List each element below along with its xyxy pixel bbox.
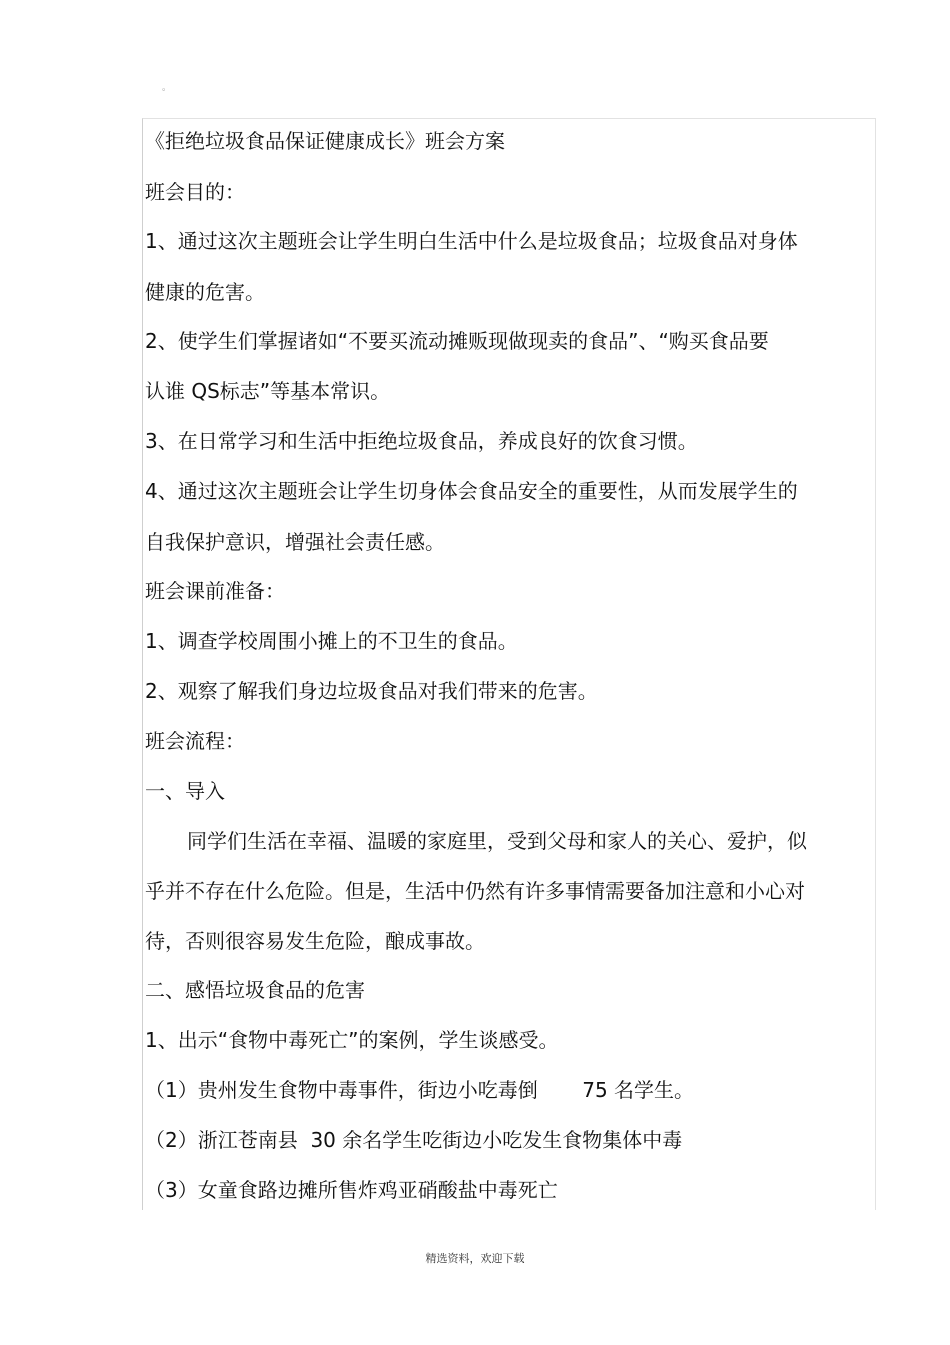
preparation-item-2: 2、观察了解我们身边垃圾食品对我们带来的危害。 xyxy=(145,679,598,703)
intro-paragraph-line-3: 待，否则很容易发生危险，酿成事故。 xyxy=(145,929,485,953)
purpose-item-4-line-2: 自我保护意识，增强社会责任感。 xyxy=(145,530,445,554)
section-1-heading: 一、导入 xyxy=(145,779,225,803)
purpose-item-4-line-1: 4、通过这次主题班会让学生切身体会食品安全的重要性，从而发展学生的 xyxy=(145,479,798,503)
section-2-item-1: 1、出示“食物中毒死亡”的案例，学生谈感受。 xyxy=(145,1028,559,1052)
purpose-item-1-line-2: 健康的危害。 xyxy=(145,280,265,304)
purpose-item-1-line-1: 1、通过这次主题班会让学生明白生活中什么是垃圾食品；垃圾食品对身体 xyxy=(145,229,798,253)
purpose-heading: 班会目的： xyxy=(145,180,245,204)
document-title: 《拒绝垃圾食品保证健康成长》班会方案 xyxy=(145,129,505,153)
preparation-item-1: 1、调查学校周围小摊上的不卫生的食品。 xyxy=(145,629,518,653)
intro-paragraph-line-1: 同学们生活在幸福、温暖的家庭里，受到父母和家人的关心、爱护，似 xyxy=(187,829,807,853)
intro-paragraph-line-2: 乎并不存在什么危险。但是，生活中仍然有许多事情需要备加注意和小心对 xyxy=(145,879,805,903)
page-footer: 精选资料，欢迎下载 xyxy=(425,1252,525,1265)
header-mark: 。 xyxy=(162,83,172,93)
case-1: （1）贵州发生食物中毒事件，街边小吃毒倒 75 名学生。 xyxy=(145,1078,695,1102)
section-2-heading: 二、感悟垃圾食品的危害 xyxy=(145,978,365,1002)
case-2: （2）浙江苍南县 30 余名学生吃街边小吃发生食物集体中毒 xyxy=(145,1128,683,1152)
process-heading: 班会流程： xyxy=(145,729,245,753)
purpose-item-3: 3、在日常学习和生活中拒绝垃圾食品，养成良好的饮食习惯。 xyxy=(145,429,698,453)
purpose-item-2-line-1: 2、使学生们掌握诸如“不要买流动摊贩现做现卖的食品”、“购买食品要 xyxy=(145,329,769,353)
purpose-item-2-line-2: 认谁 QS标志”等基本常识。 xyxy=(145,379,391,403)
case-3: （3）女童食路边摊所售炸鸡亚硝酸盐中毒死亡 xyxy=(145,1178,558,1202)
preparation-heading: 班会课前准备： xyxy=(145,579,285,603)
